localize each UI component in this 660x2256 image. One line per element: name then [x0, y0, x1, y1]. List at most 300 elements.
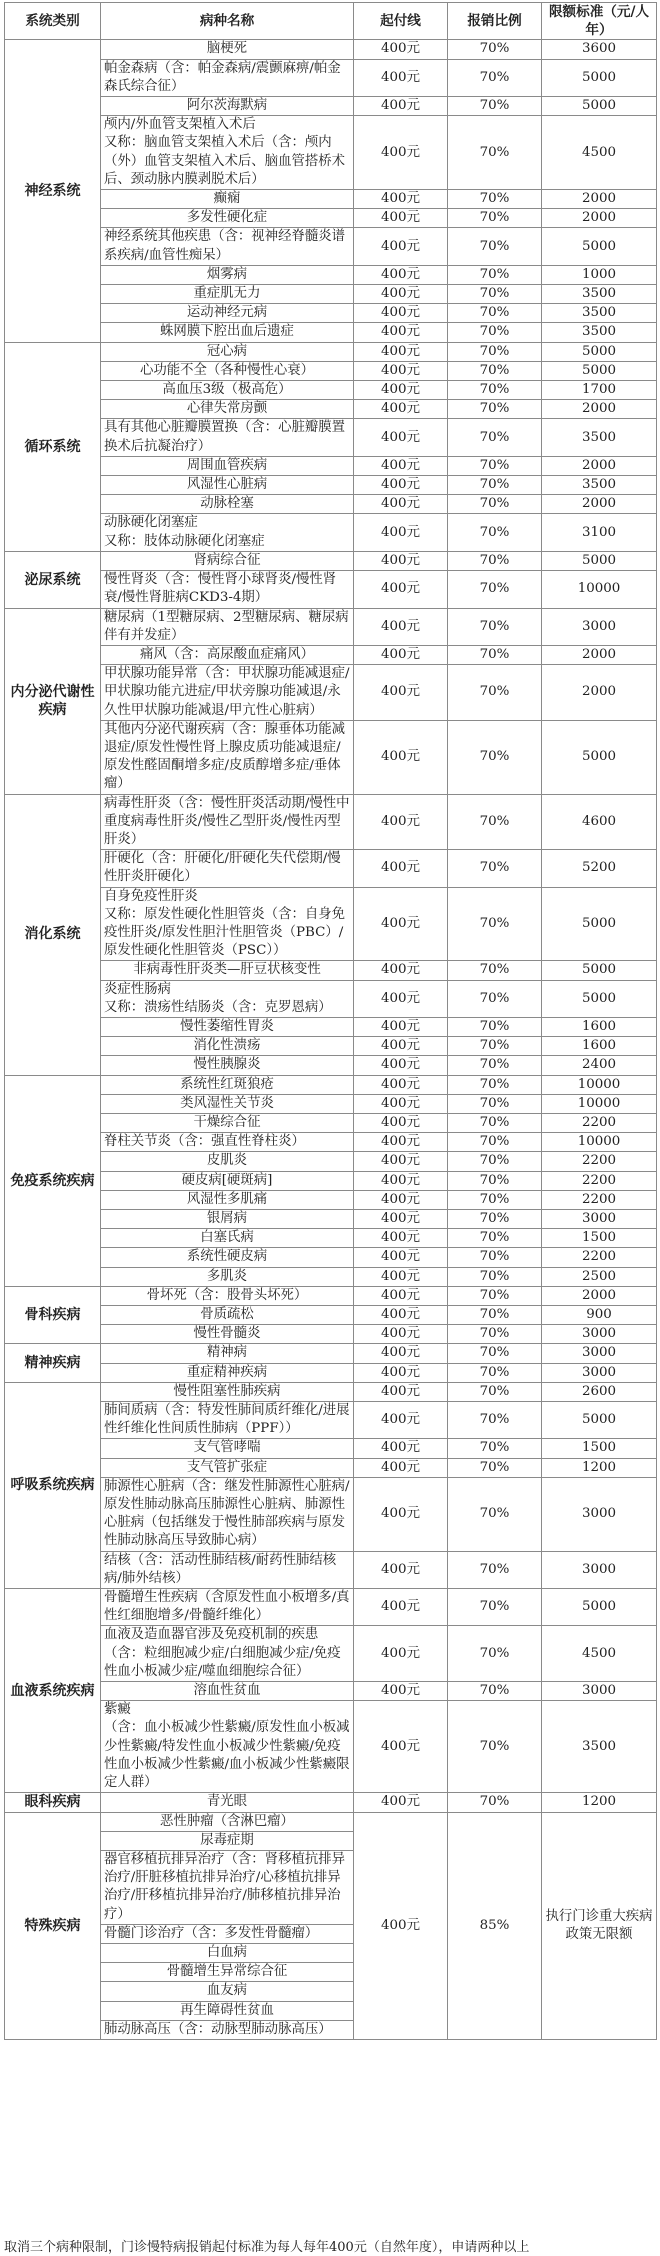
- threshold-cell: 400元: [354, 1133, 448, 1152]
- ratio-cell: 70%: [448, 1210, 542, 1229]
- table-row: [5, 116, 657, 190]
- ratio-cell: 70%: [448, 1267, 542, 1286]
- limit-cell: 3500: [542, 419, 657, 456]
- threshold-cell: 400元: [354, 1075, 448, 1094]
- disease-cell: 青光眼: [101, 1793, 354, 1812]
- category-cell: 循环系统: [5, 342, 101, 551]
- ratio-cell: 70%: [448, 59, 542, 96]
- ratio-cell: 70%: [448, 887, 542, 961]
- table-row: [5, 850, 657, 887]
- threshold-cell: 400元: [354, 400, 448, 419]
- threshold-cell: 400元: [354, 1682, 448, 1701]
- table-row: [5, 1017, 657, 1036]
- disease-cell: 肺间质病（含：特发性肺间质纤维化/进展性纤维化性间质性肺病（PPF））: [101, 1402, 354, 1439]
- ratio-cell: 70%: [448, 551, 542, 570]
- limit-cell: 5000: [542, 961, 657, 980]
- table-row: [5, 265, 657, 284]
- limit-cell: 2500: [542, 1267, 657, 1286]
- limit-cell: 5000: [542, 720, 657, 794]
- ratio-cell: 70%: [448, 1344, 542, 1363]
- disease-cell: 银屑病: [101, 1210, 354, 1229]
- table-row: [5, 1363, 657, 1382]
- threshold-cell: 400元: [354, 980, 448, 1017]
- limit-cell: 1200: [542, 1793, 657, 1812]
- threshold-cell: 400元: [354, 323, 448, 342]
- ratio-cell: 70%: [448, 514, 542, 551]
- header-limit: 限额标准（元/人年）: [542, 3, 657, 40]
- table-row: [5, 1551, 657, 1588]
- threshold-cell: 400元: [354, 1248, 448, 1267]
- table-row: [5, 645, 657, 664]
- table-row: [5, 1037, 657, 1056]
- ratio-cell: 70%: [448, 665, 542, 721]
- threshold-cell: 400元: [354, 1701, 448, 1793]
- ratio-cell: 70%: [448, 1477, 542, 1551]
- table-row: [5, 1439, 657, 1458]
- threshold-cell: 400元: [354, 1458, 448, 1477]
- limit-cell: 10000: [542, 1075, 657, 1094]
- ratio-cell: 70%: [448, 1701, 542, 1793]
- threshold-cell: 400元: [354, 514, 448, 551]
- threshold-cell: 400元: [354, 1017, 448, 1036]
- ratio-cell: 70%: [448, 1133, 542, 1152]
- threshold-cell: 400元: [354, 1325, 448, 1344]
- threshold-cell: 400元: [354, 1402, 448, 1439]
- threshold-cell: 400元: [354, 850, 448, 887]
- limit-cell: 2000: [542, 1286, 657, 1305]
- disease-cell: 神经系统其他疾患（含：视神经脊髓炎谱系疾病/血管性痴呆）: [101, 228, 354, 265]
- disease-cell: 心功能不全（各种慢性心衰）: [101, 361, 354, 380]
- ratio-cell: 70%: [448, 400, 542, 419]
- disease-cell: 慢性阻塞性肺疾病: [101, 1382, 354, 1401]
- disease-cell: 糖尿病（1型糖尿病、2型糖尿病、糖尿病伴有并发症）: [101, 608, 354, 645]
- category-cell: 血液系统疾病: [5, 1589, 101, 1793]
- limit-cell: 10000: [542, 1133, 657, 1152]
- threshold-cell: 400元: [354, 1551, 448, 1588]
- disease-cell: 自身免疫性肝炎 又称：原发性硬化性胆管炎（含：自身免疫性肝炎/原发性胆汁性胆管炎（PBC）/原发性硬化性胆管炎（PSC））: [101, 887, 354, 961]
- disease-cell: 慢性胰腺炎: [101, 1056, 354, 1075]
- limit-cell: 执行门诊重大疾病政策无限额: [542, 1812, 657, 2039]
- limit-cell: 3000: [542, 1363, 657, 1382]
- ratio-cell: 70%: [448, 285, 542, 304]
- disease-cell: 支气管哮喘: [101, 1439, 354, 1458]
- ratio-cell: 70%: [448, 1626, 542, 1682]
- table-row: [5, 1113, 657, 1132]
- disease-cell: 烟雾病: [101, 265, 354, 284]
- disease-cell: 血友病: [101, 1982, 354, 2001]
- threshold-cell: 400元: [354, 1626, 448, 1682]
- category-cell: 眼科疾病: [5, 1793, 101, 1812]
- disease-cell: 尿毒症期: [101, 1831, 354, 1850]
- limit-cell: 3000: [542, 1551, 657, 1588]
- disease-cell: 非病毒性肝炎类—肝豆状核变性: [101, 961, 354, 980]
- threshold-cell: 400元: [354, 1382, 448, 1401]
- limit-cell: 2000: [542, 209, 657, 228]
- disease-cell: 肺动脉高压（含：动脉型肺动脉高压）: [101, 2020, 354, 2039]
- threshold-cell: 400元: [354, 1286, 448, 1305]
- threshold-cell: 400元: [354, 1210, 448, 1229]
- ratio-cell: 70%: [448, 1229, 542, 1248]
- ratio-cell: 70%: [448, 1075, 542, 1094]
- threshold-cell: 400元: [354, 304, 448, 323]
- table-row: [5, 97, 657, 116]
- disease-cell: 蛛网膜下腔出血后遗症: [101, 323, 354, 342]
- disease-cell: 脊柱关节炎（含：强直性脊柱炎）: [101, 1133, 354, 1152]
- ratio-cell: 70%: [448, 116, 542, 190]
- threshold-cell: 400元: [354, 1190, 448, 1209]
- threshold-cell: 400元: [354, 794, 448, 850]
- threshold-cell: 400元: [354, 1793, 448, 1812]
- header-disease: 病种名称: [101, 3, 354, 40]
- disease-cell: 癫痫: [101, 190, 354, 209]
- table-row: [5, 40, 657, 59]
- ratio-cell: 70%: [448, 1286, 542, 1305]
- disease-cell: 冠心病: [101, 342, 354, 361]
- category-cell: 内分泌代谢性疾病: [5, 608, 101, 794]
- threshold-cell: 400元: [354, 381, 448, 400]
- limit-cell: 3600: [542, 40, 657, 59]
- limit-cell: 1000: [542, 265, 657, 284]
- disease-cell: 紫癜 （含：血小板减少性紫癜/原发性血小板减少性紫癜/特发性血小板减少性紫癜/免疫性血小板减少性紫癜/血小板减少性紫癜限定人群）: [101, 1701, 354, 1793]
- header-threshold: 起付线: [354, 3, 448, 40]
- limit-cell: 3500: [542, 285, 657, 304]
- table-row: [5, 665, 657, 721]
- limit-cell: 5000: [542, 97, 657, 116]
- threshold-cell: 400元: [354, 720, 448, 794]
- disease-cell: 骨髓增生性疾病（含原发性血小板增多/真性红细胞增多/骨髓纤维化）: [101, 1589, 354, 1626]
- disease-cell: 多肌炎: [101, 1267, 354, 1286]
- ratio-cell: 70%: [448, 571, 542, 608]
- disease-cell: 高血压3级（极高危）: [101, 381, 354, 400]
- ratio-cell: 70%: [448, 190, 542, 209]
- limit-cell: 3100: [542, 514, 657, 551]
- disease-cell: 脑梗死: [101, 40, 354, 59]
- disease-cell: 再生障碍性贫血: [101, 2001, 354, 2020]
- limit-cell: 4500: [542, 116, 657, 190]
- table-row: [5, 419, 657, 456]
- table-row: [5, 495, 657, 514]
- disease-cell: 干燥综合征: [101, 1113, 354, 1132]
- disease-cell: 支气管扩张症: [101, 1458, 354, 1477]
- disease-cell: 血液及造血器官涉及免疫机制的疾患（含：粒细胞减少症/白细胞减少症/免疫性血小板减少症/噬血细胞综合征）: [101, 1626, 354, 1682]
- limit-cell: 1500: [542, 1439, 657, 1458]
- ratio-cell: 70%: [448, 476, 542, 495]
- disease-cell: 帕金森病（含：帕金森病/震颤麻痹/帕金森氏综合征）: [101, 59, 354, 96]
- table-row: [5, 1075, 657, 1094]
- ratio-cell: 70%: [448, 495, 542, 514]
- ratio-cell: 70%: [448, 1325, 542, 1344]
- limit-cell: 1200: [542, 1458, 657, 1477]
- threshold-cell: 400元: [354, 1267, 448, 1286]
- ratio-cell: 70%: [448, 1113, 542, 1132]
- threshold-cell: 400元: [354, 1152, 448, 1171]
- limit-cell: 5000: [542, 1589, 657, 1626]
- ratio-cell: 70%: [448, 304, 542, 323]
- limit-cell: 3000: [542, 1325, 657, 1344]
- threshold-cell: 400元: [354, 116, 448, 190]
- threshold-cell: 400元: [354, 1306, 448, 1325]
- table-row: [5, 1152, 657, 1171]
- table-row: [5, 1812, 657, 1831]
- disease-cell: 重症精神疾病: [101, 1363, 354, 1382]
- limit-cell: 1600: [542, 1037, 657, 1056]
- ratio-cell: 70%: [448, 1402, 542, 1439]
- threshold-cell: 400元: [354, 265, 448, 284]
- disease-cell: 动脉栓塞: [101, 495, 354, 514]
- table-row: [5, 608, 657, 645]
- limit-cell: 4600: [542, 794, 657, 850]
- disease-cell: 其他内分泌代谢疾病（含：腺垂体功能减退症/原发性慢性肾上腺皮质功能减退症/原发性醛固酮增多症/皮质醇增多症/垂体瘤）: [101, 720, 354, 794]
- table-row: [5, 285, 657, 304]
- limit-cell: 3000: [542, 608, 657, 645]
- limit-cell: 5000: [542, 1402, 657, 1439]
- table-row: [5, 59, 657, 96]
- disease-cell: 具有其他心脏瓣膜置换（含：心脏瓣膜置换术后抗凝治疗）: [101, 419, 354, 456]
- ratio-cell: 70%: [448, 97, 542, 116]
- category-cell: 骨科疾病: [5, 1286, 101, 1344]
- table-row: [5, 304, 657, 323]
- limit-cell: 1500: [542, 1229, 657, 1248]
- table-row: [5, 1382, 657, 1401]
- threshold-cell: 400元: [354, 476, 448, 495]
- table-row: [5, 1458, 657, 1477]
- ratio-cell: 70%: [448, 1439, 542, 1458]
- table-row: [5, 476, 657, 495]
- ratio-cell: 70%: [448, 1190, 542, 1209]
- table-row: [5, 209, 657, 228]
- limit-cell: 3500: [542, 1701, 657, 1793]
- ratio-cell: 70%: [448, 1094, 542, 1113]
- disease-cell: 运动神经元病: [101, 304, 354, 323]
- table-row: [5, 1477, 657, 1551]
- threshold-cell: 400元: [354, 551, 448, 570]
- table-row: [5, 1701, 657, 1793]
- table-row: [5, 1210, 657, 1229]
- ratio-cell: 70%: [448, 323, 542, 342]
- table-row: [5, 551, 657, 570]
- table-row: [5, 961, 657, 980]
- threshold-cell: 400元: [354, 97, 448, 116]
- limit-cell: 3000: [542, 1210, 657, 1229]
- header-row: [5, 3, 657, 40]
- table-row: [5, 1267, 657, 1286]
- header-ratio: 报销比例: [448, 3, 542, 40]
- ratio-cell: 70%: [448, 456, 542, 475]
- limit-cell: 3000: [542, 1344, 657, 1363]
- table-row: [5, 190, 657, 209]
- threshold-cell: 400元: [354, 1344, 448, 1363]
- table-row: [5, 1344, 657, 1363]
- limit-cell: 2000: [542, 495, 657, 514]
- category-cell: 呼吸系统疾病: [5, 1382, 101, 1588]
- threshold-cell: 400元: [354, 40, 448, 59]
- limit-cell: 4500: [542, 1626, 657, 1682]
- threshold-cell: 400元: [354, 342, 448, 361]
- ratio-cell: 70%: [448, 1793, 542, 1812]
- disease-cell: 颅内/外血管支架植入术后 又称：脑血管支架植入术后（含：颅内（外）血管支架植入术后、脑血管搭桥术后、颈动脉内膜剥脱术后）: [101, 116, 354, 190]
- table-row: [5, 1286, 657, 1305]
- disease-cell: 痛风（含：高尿酸血症痛风）: [101, 645, 354, 664]
- limit-cell: 10000: [542, 571, 657, 608]
- disease-cell: 病毒性肝炎（含：慢性肝炎活动期/慢性中重度病毒性肝炎/慢性乙型肝炎/慢性丙型肝炎）: [101, 794, 354, 850]
- ratio-cell: 70%: [448, 419, 542, 456]
- disease-cell: 重症肌无力: [101, 285, 354, 304]
- ratio-cell: 70%: [448, 794, 542, 850]
- table-row: [5, 323, 657, 342]
- limit-cell: 2400: [542, 1056, 657, 1075]
- limit-cell: 5000: [542, 887, 657, 961]
- category-cell: 神经系统: [5, 40, 101, 342]
- table-row: [5, 980, 657, 1017]
- threshold-cell: 400元: [354, 228, 448, 265]
- ratio-cell: 70%: [448, 381, 542, 400]
- ratio-cell: 70%: [448, 1037, 542, 1056]
- disease-cell: 甲状腺功能异常（含：甲状腺功能减退症/甲状腺功能亢进症/甲状旁腺功能减退/永久性甲状腺功能减退/甲亢性心脏病）: [101, 665, 354, 721]
- threshold-cell: 400元: [354, 887, 448, 961]
- disease-cell: 溶血性贫血: [101, 1682, 354, 1701]
- category-cell: 免疫系统疾病: [5, 1075, 101, 1286]
- threshold-cell: 400元: [354, 665, 448, 721]
- threshold-cell: 400元: [354, 495, 448, 514]
- disease-cell: 骨坏死（含：股骨头坏死）: [101, 1286, 354, 1305]
- ratio-cell: 70%: [448, 1682, 542, 1701]
- table-row: [5, 361, 657, 380]
- ratio-cell: 70%: [448, 1017, 542, 1036]
- ratio-cell: 70%: [448, 850, 542, 887]
- threshold-cell: 400元: [354, 1363, 448, 1382]
- limit-cell: 10000: [542, 1094, 657, 1113]
- table-row: [5, 1056, 657, 1075]
- table-row: [5, 887, 657, 961]
- disease-cell: 肺源性心脏病（含：继发性肺源性心脏病/原发性肺动脉高压肺源性心脏病、肺源性心脏病（包括继发于慢性肺部疾病与原发性肺动脉高压导致肺心病）: [101, 1477, 354, 1551]
- limit-cell: 5000: [542, 59, 657, 96]
- disease-cell: 精神病: [101, 1344, 354, 1363]
- threshold-cell: 400元: [354, 1229, 448, 1248]
- disease-cell: 心律失常房颤: [101, 400, 354, 419]
- disease-cell: 器官移植抗排异治疗（含：肾移植抗排异治疗/肝脏移植抗排异治疗/心移植抗排异治疗/肝移植抗排异治疗/肺移植抗排异治疗）: [101, 1850, 354, 1924]
- ratio-cell: 70%: [448, 40, 542, 59]
- table-wrapper: [4, 2, 656, 2040]
- threshold-cell: 400元: [354, 1439, 448, 1458]
- limit-cell: 2200: [542, 1171, 657, 1190]
- table-row: [5, 400, 657, 419]
- limit-cell: 2000: [542, 456, 657, 475]
- ratio-cell: 70%: [448, 1171, 542, 1190]
- ratio-cell: 70%: [448, 1589, 542, 1626]
- disease-cell: 白血病: [101, 1943, 354, 1962]
- disease-cell: 慢性肾炎（含：慢性肾小球肾炎/慢性肾衰/慢性肾脏病CKD3-4期）: [101, 571, 354, 608]
- disease-cell: 系统性硬皮病: [101, 1248, 354, 1267]
- limit-cell: 2200: [542, 1190, 657, 1209]
- category-cell: 泌尿系统: [5, 551, 101, 608]
- limit-cell: 2200: [542, 1152, 657, 1171]
- threshold-cell: 400元: [354, 190, 448, 209]
- table-row: [5, 720, 657, 794]
- limit-cell: 5000: [542, 980, 657, 1017]
- ratio-cell: 70%: [448, 1248, 542, 1267]
- limit-cell: 2600: [542, 1382, 657, 1401]
- limit-cell: 2200: [542, 1113, 657, 1132]
- table-row: [5, 1793, 657, 1812]
- limit-cell: 2200: [542, 1248, 657, 1267]
- threshold-cell: 400元: [354, 961, 448, 980]
- table-row: [5, 1190, 657, 1209]
- ratio-cell: 70%: [448, 1363, 542, 1382]
- ratio-cell: 70%: [448, 1152, 542, 1171]
- threshold-cell: 400元: [354, 1037, 448, 1056]
- category-cell: 特殊疾病: [5, 1812, 101, 2039]
- disease-cell: 骨质疏松: [101, 1306, 354, 1325]
- reimbursement-table: [4, 2, 657, 2040]
- table-row: [5, 342, 657, 361]
- category-cell: 消化系统: [5, 794, 101, 1075]
- disease-cell: 系统性红斑狼疮: [101, 1075, 354, 1094]
- limit-cell: 5000: [542, 551, 657, 570]
- disease-cell: 皮肌炎: [101, 1152, 354, 1171]
- limit-cell: 3500: [542, 323, 657, 342]
- limit-cell: 3500: [542, 304, 657, 323]
- table-row: [5, 1626, 657, 1682]
- table-row: [5, 1589, 657, 1626]
- ratio-cell: 70%: [448, 1056, 542, 1075]
- table-row: [5, 1402, 657, 1439]
- limit-cell: 5000: [542, 361, 657, 380]
- disease-cell: 多发性硬化症: [101, 209, 354, 228]
- ratio-cell: 70%: [448, 1551, 542, 1588]
- disease-cell: 骨髓门诊治疗（含：多发性骨髓瘤）: [101, 1924, 354, 1943]
- table-row: [5, 1171, 657, 1190]
- disease-cell: 骨髓增生异常综合征: [101, 1963, 354, 1982]
- ratio-cell: 70%: [448, 1458, 542, 1477]
- disease-cell: 类风湿性关节炎: [101, 1094, 354, 1113]
- limit-cell: 1600: [542, 1017, 657, 1036]
- ratio-cell: 70%: [448, 209, 542, 228]
- limit-cell: 2000: [542, 400, 657, 419]
- threshold-cell: 400元: [354, 1589, 448, 1626]
- table-row: [5, 228, 657, 265]
- table-row: [5, 1094, 657, 1113]
- ratio-cell: 70%: [448, 265, 542, 284]
- table-row: [5, 571, 657, 608]
- table-row: [5, 794, 657, 850]
- threshold-cell: 400元: [354, 1094, 448, 1113]
- table-row: [5, 1325, 657, 1344]
- disease-cell: 肝硬化（含：肝硬化/肝硬化失代偿期/慢性肝炎肝硬化）: [101, 850, 354, 887]
- ratio-cell: 70%: [448, 980, 542, 1017]
- disease-cell: 慢性萎缩性胃炎: [101, 1017, 354, 1036]
- threshold-cell: 400元: [354, 1056, 448, 1075]
- limit-cell: 2000: [542, 645, 657, 664]
- ratio-cell: 70%: [448, 361, 542, 380]
- disease-cell: 白塞氏病: [101, 1229, 354, 1248]
- ratio-cell: 85%: [448, 1812, 542, 2039]
- category-cell: 精神疾病: [5, 1344, 101, 1382]
- disease-cell: 风湿性心脏病: [101, 476, 354, 495]
- limit-cell: 2000: [542, 665, 657, 721]
- disease-cell: 慢性骨髓炎: [101, 1325, 354, 1344]
- ratio-cell: 70%: [448, 720, 542, 794]
- threshold-cell: 400元: [354, 419, 448, 456]
- ratio-cell: 70%: [448, 1382, 542, 1401]
- disease-cell: 恶性肿瘤（含淋巴瘤）: [101, 1812, 354, 1831]
- table-row: [5, 1229, 657, 1248]
- ratio-cell: 70%: [448, 1306, 542, 1325]
- table-row: [5, 381, 657, 400]
- table-row: [5, 456, 657, 475]
- limit-cell: 5000: [542, 228, 657, 265]
- ratio-cell: 70%: [448, 342, 542, 361]
- ratio-cell: 70%: [448, 608, 542, 645]
